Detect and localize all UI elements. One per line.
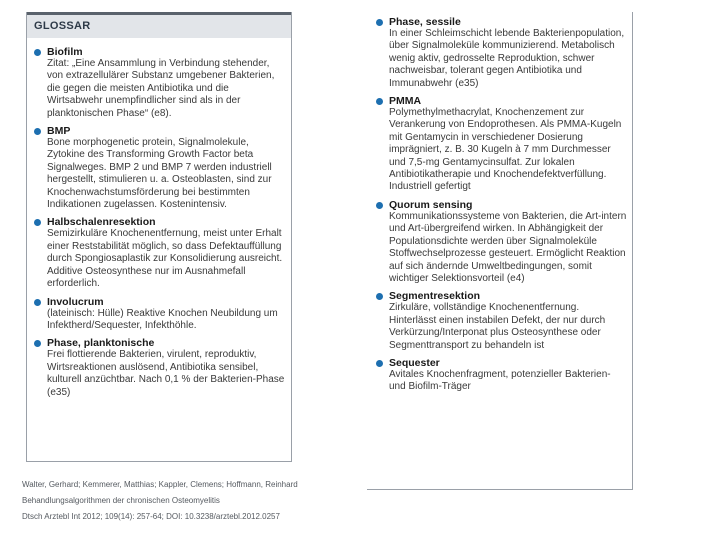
bullet-icon — [34, 299, 41, 306]
bullet-icon — [34, 128, 41, 135]
glossary-definition: In einer Schleimschicht lebende Bakterienpopulation, über Signalmoleküle kommunizierend. Metabolisch wenig aktiv, gedrosselte Reproduktion, schwer nachweisbar, tolerant gegen Antibiotika und Immunabwehr (e35) — [389, 28, 625, 89]
glossary-term: BMP — [47, 125, 71, 138]
glossary-definition: Frei flottierende Bakterien, virulent, reproduktiv, Wirtsreaktionen auslösend, Antibiotika sensibel, kulturell anzüchtbar. Nach 0,1 % der Bakterien-Phase (e35) — [47, 349, 285, 398]
glossary-term: Involucrum — [47, 295, 104, 308]
glossary-definition: Zirkuläre, vollständige Knochenentfernung. Hinterlässt einen instabilen Defekt, der nur durch Verkürzung/Interponat plus Osteosynthese oder Segmenttransport zu behandeln ist — [389, 302, 606, 351]
citation-reference: Dtsch Arztebl Int 2012; 109(14): 257-64; DOI: 10.3238/arztebl.2012.0257 — [22, 512, 280, 521]
glossary-entry — [375, 95, 628, 194]
glossary-term: Halbschalenresektion — [47, 216, 156, 229]
bullet-icon — [34, 49, 41, 56]
glossary-entry — [33, 46, 287, 120]
bullet-icon — [376, 360, 383, 367]
glossary-definition: Semizirkuläre Knochenentfernung, meist unter Erhalt einer Reststabilität möglich, so dass Defektauffüllung durch Spongiosaplastik zur Konsolidierung ausreicht. Additive Osteosynthese nur im Ausnahmefall erforderlich. — [47, 228, 283, 290]
glossary-entry — [375, 290, 628, 352]
glossary-entry — [33, 296, 287, 333]
citation-authors: Walter, Gerhard; Kemmerer, Matthias; Kappler, Clemens; Hoffmann, Reinhard — [22, 480, 298, 489]
glossary-definition: Bone morphogenetic protein, Signalmolekule, Zytokine des Transforming Growth Factor beta Signalweges. BMP 2 und BMP 7 werden industriell hergestellt, stimulieren u. a. Osteoblasten, sind zur Knochenwachstumsförderung bei bestimmten Indikationen zugelassen. Kostenintensiv. — [47, 137, 272, 211]
glossary-term: Biofilm — [47, 46, 83, 58]
bullet-icon — [376, 98, 383, 105]
glossary-entry — [375, 357, 628, 394]
glossary-term: Segmentresektion — [389, 290, 481, 303]
glossary-definition: Zitat: „Eine Ansammlung in Verbindung stehender, von extrazellulärer Substanz umgebener Bakterien, die gegen die meisten Antibiotika und die Wirtsabwehr unempfindlicher sind als in der planktonischen Phase“ (e8). — [47, 58, 275, 119]
glossary-term: Sequester — [389, 356, 440, 369]
glossary-panel-right — [367, 12, 633, 490]
glossary-entries-right — [375, 16, 628, 394]
glossary-definition: Polymethylmethacrylat, Knochenzement zur Verankerung von Endoprothesen. Als PMMA-Kugeln mit Gentamycin in verschiedener Dosierung imprägniert, z. B. 30 Kugeln à 7 mm Durchmesser und 7,5-mg Gentamycinsulfat. Zur lokalen Antibiotikatherapie und Knochendefektverfüllung. Industriell gefertigt — [389, 107, 622, 193]
glossary-entry — [375, 16, 628, 90]
citation-title: Behandlungsalgorithmen der chronischen Osteomyelitis — [22, 496, 220, 505]
bullet-icon — [376, 19, 383, 26]
glossary-term: Phase, planktonische — [47, 337, 155, 350]
bullet-icon — [376, 293, 383, 300]
glossary-definition: Avitales Knochenfragment, potenzieller Bakterien- und Biofilm-Träger — [389, 368, 611, 393]
glossary-entry — [375, 199, 628, 285]
bullet-icon — [34, 340, 41, 347]
bullet-icon — [376, 202, 383, 209]
glossary-header: GLOSSAR — [27, 12, 291, 38]
glossary-entry — [33, 125, 287, 211]
citation — [22, 477, 362, 525]
glossary-definition: Kommunikationssysteme von Bakterien, die Art-intern und Art-übergreifend wirken. In Abhängigkeit der Populationsdichte werden über Signalmoleküle Stoffwechselprozesse gesteuert. Ermöglicht Reaktion auf sich ändernde Umweltbedingungen, somit wichtiger Selektionsvorteil (e4) — [389, 210, 627, 284]
glossary-term: Phase, sessile — [389, 16, 461, 28]
bullet-icon — [34, 219, 41, 226]
glossary-term: PMMA — [389, 95, 422, 108]
glossary-entry — [33, 337, 287, 399]
glossary-panel-left — [26, 12, 292, 462]
glossary-term: Quorum sensing — [389, 198, 473, 211]
glossary-definition: (lateinisch: Hülle) Reaktive Knochen Neubildung um Infektherd/Sequester, Infekthöhle. — [47, 307, 278, 331]
glossary-entries-left — [33, 46, 287, 399]
glossary-entry — [33, 216, 287, 290]
